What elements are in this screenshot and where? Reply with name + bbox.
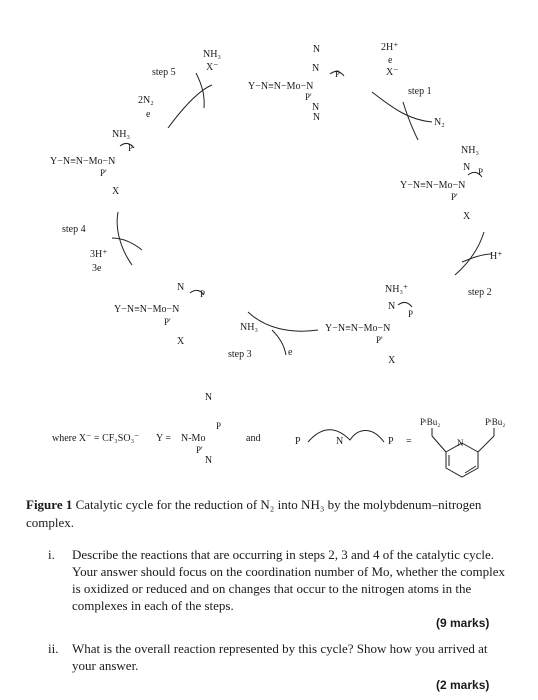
lowleft-complex-chain: Y−N≡N−Mo−N: [114, 304, 180, 315]
legend-y-p: P: [216, 421, 222, 431]
lowright-complex-x: X: [388, 355, 396, 366]
step5-e: e: [146, 109, 151, 120]
question-1-text: Describe the reactions that are occurring in steps 2, 3 and 4 of the catalytic cycle. Your answer should focus on the coordination number of Mo, whether the complex is oxidized or reduced and on changes that occur to the nitrogen atoms in the complexes in each of the steps.: [72, 547, 506, 613]
left-complex-x: X: [112, 186, 120, 197]
right-complex-n: N: [463, 162, 471, 173]
top-complex-n2-lower: N: [311, 112, 322, 121]
lowleft-complex-p: P: [200, 289, 206, 299]
step4-3e: 3e: [92, 263, 102, 274]
lowright-complex-chain: Y−N≡N−Mo−N: [325, 323, 391, 334]
legend-tbu-right: PᵗBu₂: [485, 417, 506, 427]
lowright-complex-p: P: [408, 309, 414, 319]
legend-equals: =: [406, 436, 412, 447]
right-complex-nh2: NH₃: [461, 145, 479, 156]
legend-y-eq: Y =: [156, 433, 171, 444]
top-complex-n-lower: N: [312, 102, 320, 113]
top-complex-p-prime: P': [305, 92, 312, 102]
left-complex-nh3: NH₃: [112, 129, 130, 140]
right-complex-p-prime: P': [451, 192, 458, 202]
right-complex-x: X: [463, 211, 471, 222]
step4-arrow-branch: [112, 238, 142, 250]
step3-nh3: NH₃: [240, 322, 258, 333]
lowleft-complex-n: N: [177, 282, 185, 293]
step2-label: step 2: [468, 287, 492, 298]
question-2-marks: (2 marks): [436, 678, 490, 692]
step4-label: step 4: [62, 224, 86, 235]
question-2-text: What is the overall reaction represented by this cycle? Show how you arrived at your answer.: [72, 641, 488, 673]
step1-x: X⁻: [386, 67, 399, 78]
step3-arrow-branch: [272, 330, 286, 355]
lowleft-complex-x: X: [177, 336, 185, 347]
legend-pnp-p1: P: [295, 436, 301, 447]
top-complex-n: N: [312, 63, 320, 74]
pnp-zigzag: [308, 430, 384, 442]
legend-pnp-n: N: [336, 436, 344, 447]
top-complex-p: P: [335, 69, 341, 79]
legend-and: and: [246, 433, 261, 444]
step5-arrow: [168, 85, 212, 128]
legend-x-definition: where X⁻ = CF₃SO₃⁻: [52, 433, 140, 444]
left-complex-chain: Y−N≡N−Mo−N: [50, 156, 116, 167]
question-2-number: ii.: [48, 641, 59, 656]
step5-nh3: NH₃: [203, 49, 221, 60]
step1-e: e: [388, 55, 393, 66]
step5-arrow-branch: [196, 73, 204, 108]
lowright-complex-p-prime: P': [376, 335, 383, 345]
legend-y-p-prime: P': [196, 445, 203, 455]
step5-label: step 5: [152, 67, 176, 78]
step4-3h: 3H⁺: [90, 249, 108, 260]
lowright-complex-nh3: NH₃⁺: [385, 284, 409, 295]
legend-y-nmo: N-Mo: [181, 433, 206, 444]
right-complex-chain: Y−N≡N−Mo−N: [400, 180, 466, 191]
top-complex-n2-axial: N: [311, 44, 322, 53]
step1-n2: N₂: [434, 117, 445, 128]
lowleft-complex-p-prime: P': [164, 317, 171, 327]
step2-arrow-branch: [462, 254, 492, 262]
step3-label: step 3: [228, 349, 252, 360]
step2-h: H⁺: [490, 251, 503, 262]
question-1-number: i.: [48, 547, 55, 562]
step3-arrow: [248, 312, 318, 331]
legend-pnp-p2: P: [388, 436, 394, 447]
step1-arrow-branch: [403, 102, 418, 140]
step3-e: e: [288, 347, 293, 358]
step2-arrow: [455, 232, 484, 275]
step1-2h: 2H⁺: [381, 42, 399, 53]
step5-x: X⁻: [206, 62, 219, 73]
step1-label: step 1: [408, 86, 432, 97]
figure-caption: [26, 496, 516, 532]
figure-label: Figure 1: [26, 497, 73, 512]
top-complex-chain: Y−N≡N−Mo−N: [248, 81, 314, 92]
left-complex-p-prime: P': [100, 168, 107, 178]
right-complex-p: P: [478, 167, 484, 177]
step5-2n2: 2N₂: [138, 95, 154, 106]
lowright-complex-n: N: [388, 301, 396, 312]
legend-y-n2-bottom: N: [203, 455, 214, 464]
left-complex-p: P: [128, 143, 134, 153]
legend-tbu-left: PᵗBu₂: [420, 417, 441, 427]
question-1-marks: (9 marks): [436, 616, 490, 630]
figure-caption-text: Catalytic cycle for the reduction of N₂ into NH₃ by the molybdenum–nitrogen complex.: [26, 497, 482, 530]
pyridine-ring: [446, 443, 478, 477]
legend-pyridine-n: N: [457, 438, 464, 448]
legend-y-n2-top: N: [203, 392, 214, 401]
